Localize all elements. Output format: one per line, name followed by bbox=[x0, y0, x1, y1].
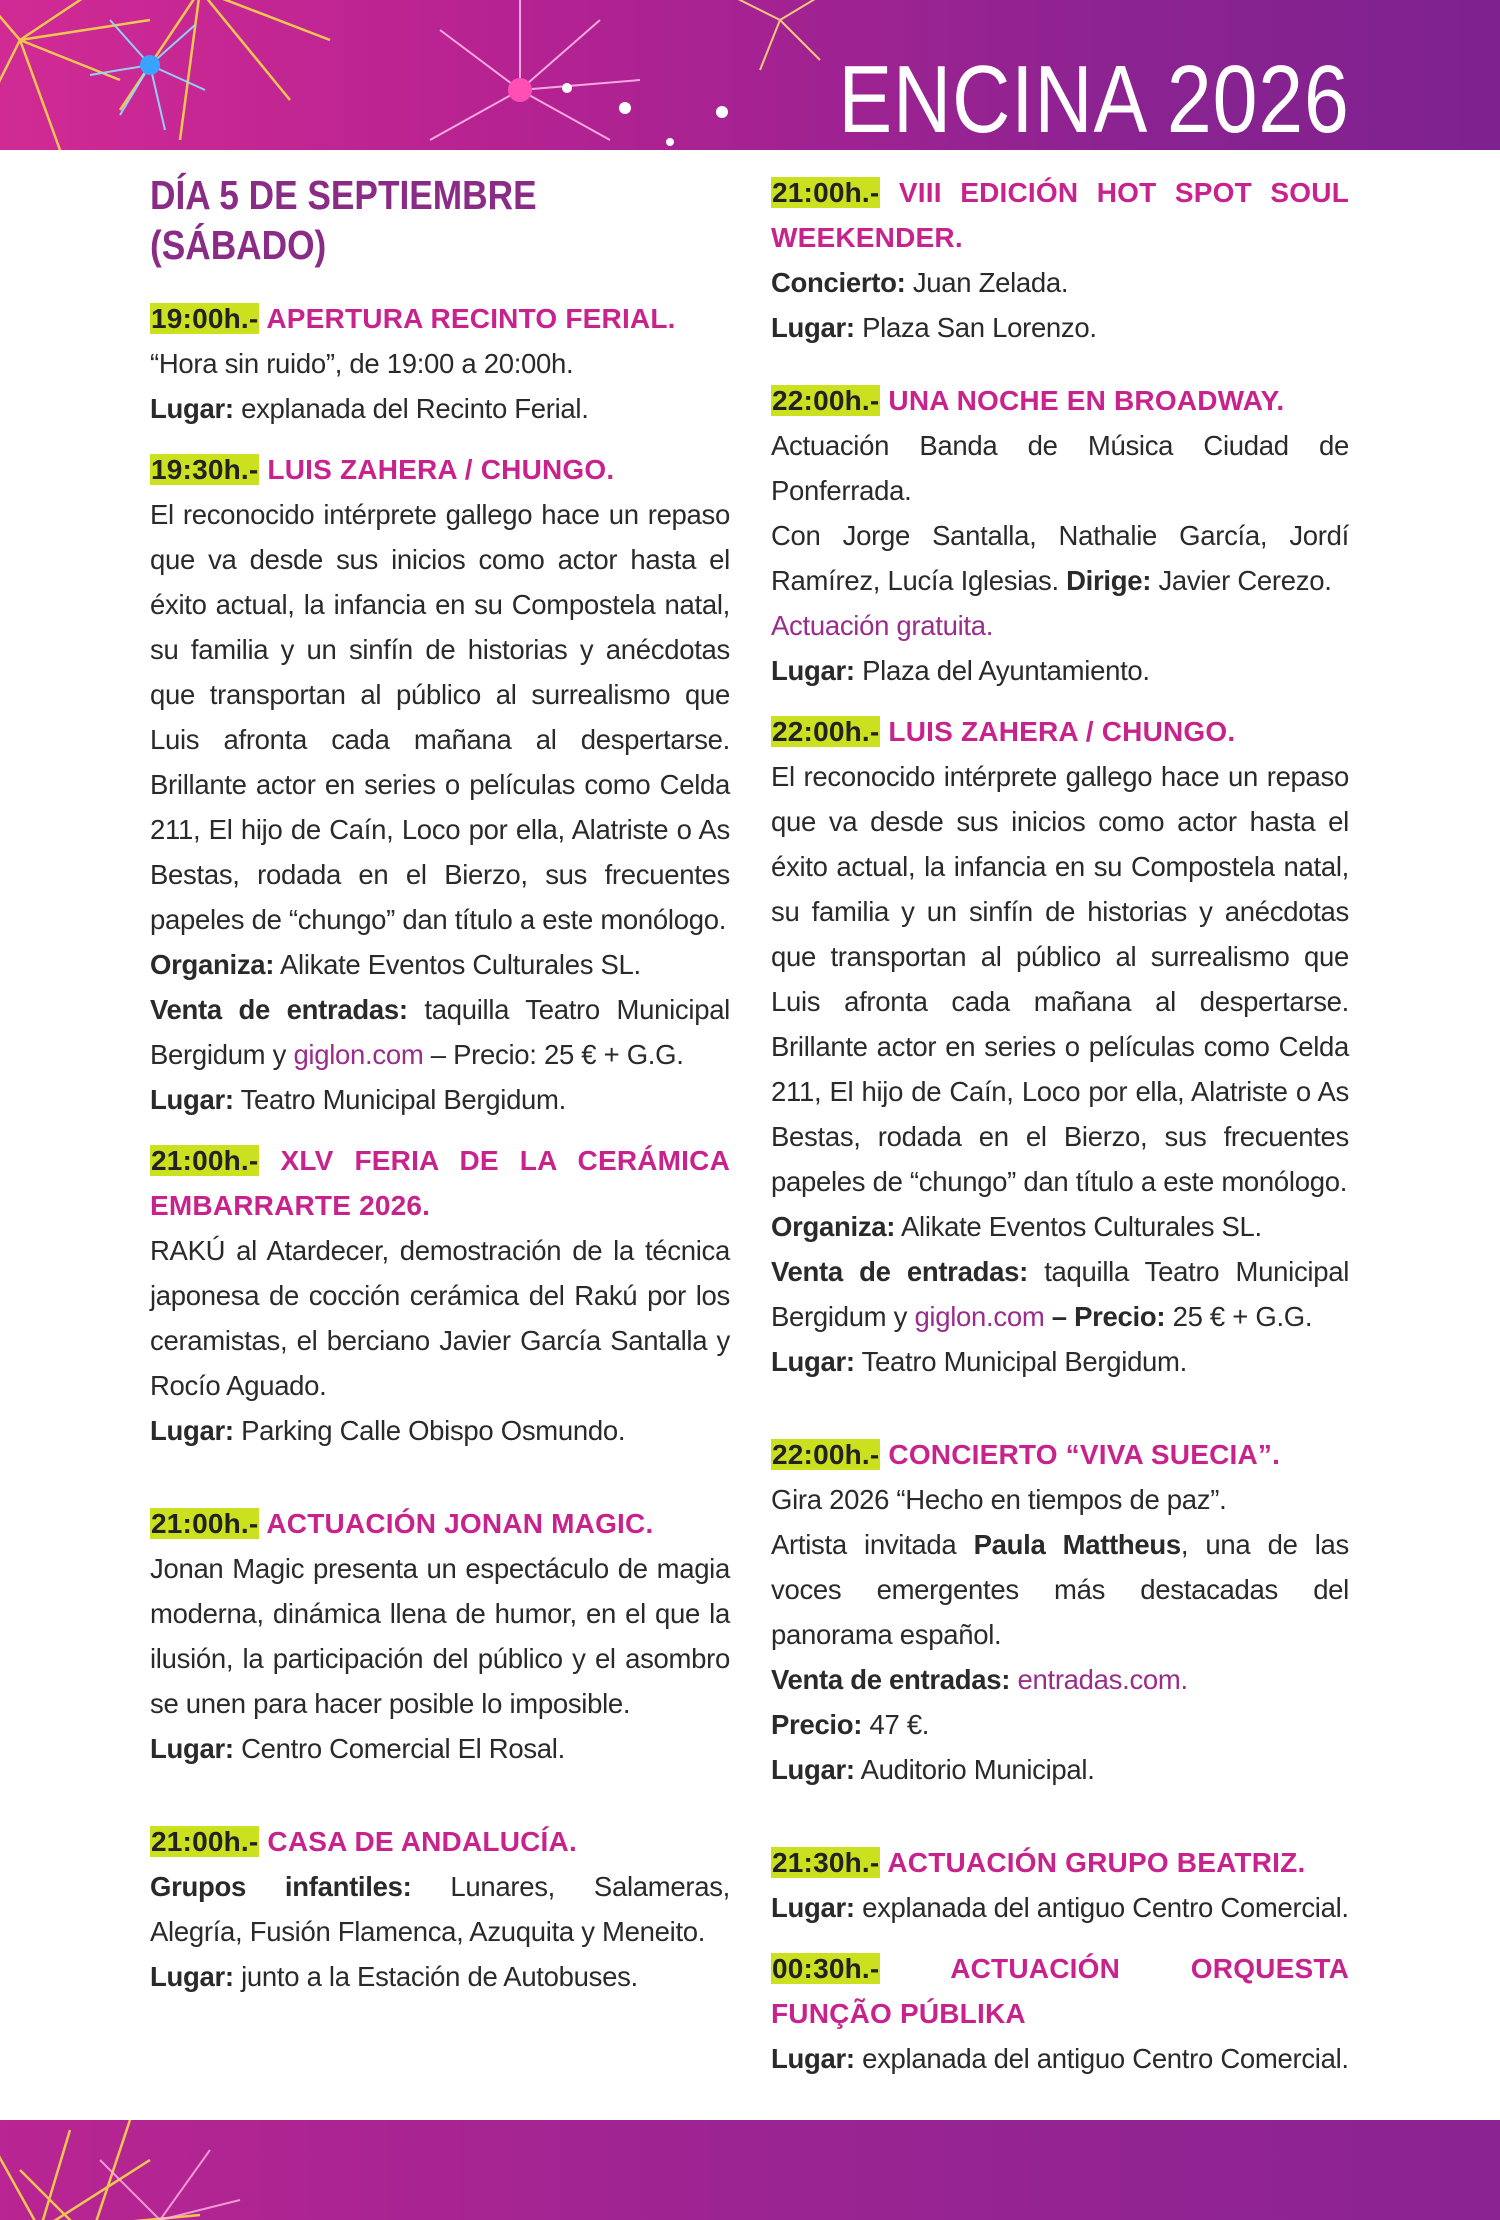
event-description: RAKÚ al Atardecer, demostración de la técnica japonesa de cocción cerámica del Rakú por los ceramistas, el berciano Javier García Santalla y Rocío Aguado. bbox=[150, 1235, 730, 1401]
dirige-value: Javier Cerezo. bbox=[1158, 565, 1332, 596]
event-description: Jonan Magic presenta un espectáculo de magia moderna, dinámica llena de humor, en el que la ilusión, la participación del público y el asombro se unen para hacer posible lo imposible. bbox=[150, 1553, 730, 1719]
gratuita-note: Actuación gratuita. bbox=[771, 610, 994, 641]
header-banner bbox=[0, 0, 1500, 150]
event-heading bbox=[771, 1946, 1349, 2036]
event-heading bbox=[771, 709, 1349, 754]
fireworks-decoration bbox=[0, 2120, 1500, 2220]
organiza-value: Alikate Eventos Culturales SL. bbox=[900, 1211, 1262, 1242]
lugar-value: Plaza del Ayuntamiento. bbox=[862, 655, 1150, 686]
event-time: 22:00h.- bbox=[772, 385, 880, 416]
event-heading bbox=[150, 447, 730, 492]
event-apertura bbox=[150, 296, 730, 431]
venta-value: taquilla Teatro Municipal Bergidum y bbox=[771, 1256, 1350, 1332]
venta-label: Venta de entradas: bbox=[771, 1256, 1028, 1287]
artista-post: , una de las voces emergentes más destacadas del panorama español. bbox=[771, 1529, 1350, 1650]
event-body bbox=[771, 754, 1349, 1384]
event-heading bbox=[771, 170, 1349, 260]
lugar-label: Lugar: bbox=[771, 2043, 855, 2074]
event-body bbox=[771, 1477, 1349, 1792]
event-noche-broadway bbox=[771, 378, 1349, 693]
lugar-value: Centro Comercial El Rosal. bbox=[241, 1733, 565, 1764]
precio-value: – Precio: 25 € + G.G. bbox=[430, 1039, 684, 1070]
event-time: 21:00h.- bbox=[151, 1508, 259, 1539]
lugar-label: Lugar: bbox=[771, 1892, 855, 1923]
precio-label: Precio: bbox=[771, 1709, 863, 1740]
event-title: ACTUACIÓN JONAN MAGIC. bbox=[266, 1508, 654, 1539]
grupos-value: Lunares, Salameras, Alegría, Fusión Flamenca, Azuquita y Meneito. bbox=[150, 1871, 731, 1947]
lugar-value: explanada del antiguo Centro Comercial. bbox=[862, 1892, 1349, 1923]
lugar-label: Lugar: bbox=[771, 312, 855, 343]
event-body bbox=[771, 1885, 1349, 1930]
lugar-value: explanada del Recinto Ferial. bbox=[241, 393, 589, 424]
event-heading bbox=[150, 1501, 730, 1546]
event-title: CASA DE ANDALUCÍA. bbox=[267, 1826, 577, 1857]
event-time: 22:00h.- bbox=[772, 1439, 880, 1470]
lugar-value: explanada del antiguo Centro Comercial. bbox=[862, 2043, 1349, 2074]
precio-value: 25 € + G.G. bbox=[1172, 1301, 1313, 1332]
dirige-label: Dirige: bbox=[1066, 565, 1152, 596]
event-time: 21:00h.- bbox=[151, 1145, 259, 1176]
event-title: LUIS ZAHERA / CHUNGO. bbox=[267, 454, 615, 485]
lugar-value: Auditorio Municipal. bbox=[860, 1754, 1095, 1785]
event-body bbox=[150, 1228, 730, 1453]
left-column bbox=[150, 150, 730, 1999]
event-title: APERTURA RECINTO FERIAL. bbox=[266, 303, 676, 334]
lugar-value: Plaza San Lorenzo. bbox=[862, 312, 1097, 343]
event-description-2: Con Jorge Santalla, Nathalie García, Jordí Ramírez, Lucía Iglesias. bbox=[771, 520, 1349, 596]
page-title: ENCINA 2026 bbox=[838, 46, 1350, 150]
event-title: XLV FERIA DE LA CERÁMICA EMBARRARTE 2026. bbox=[150, 1145, 731, 1221]
event-time: 19:00h.- bbox=[151, 303, 259, 334]
event-grupo-beatriz bbox=[771, 1840, 1349, 1930]
event-luis-zahera-2 bbox=[771, 709, 1349, 1384]
event-time: 21:00h.- bbox=[151, 1826, 259, 1857]
event-title: LUIS ZAHERA / CHUNGO. bbox=[888, 716, 1236, 747]
event-body bbox=[150, 1546, 730, 1771]
lugar-label: Lugar: bbox=[771, 1346, 855, 1377]
event-body bbox=[150, 1864, 730, 1999]
event-hot-spot-soul bbox=[771, 170, 1349, 350]
grupos-label: Grupos infantiles: bbox=[150, 1871, 412, 1902]
artista-pre: Artista invitada bbox=[771, 1529, 957, 1560]
event-orquesta-funcao bbox=[771, 1946, 1349, 2081]
artista-name: Paula Mattheus bbox=[973, 1529, 1181, 1560]
organiza-value: Alikate Eventos Culturales SL. bbox=[279, 949, 641, 980]
giglon-link[interactable]: giglon.com bbox=[914, 1301, 1045, 1332]
precio-value: 47 €. bbox=[869, 1709, 930, 1740]
lugar-label: Lugar: bbox=[150, 1084, 234, 1115]
lugar-label: Lugar: bbox=[771, 655, 855, 686]
lugar-value: Teatro Municipal Bergidum. bbox=[240, 1084, 567, 1115]
event-time: 21:30h.- bbox=[772, 1847, 880, 1878]
event-heading bbox=[150, 1819, 730, 1864]
footer-banner bbox=[0, 2120, 1500, 2220]
event-body bbox=[771, 423, 1349, 693]
event-body bbox=[771, 260, 1349, 350]
organiza-label: Organiza: bbox=[150, 949, 275, 980]
event-title: CONCIERTO “VIVA SUECIA”. bbox=[888, 1439, 1281, 1470]
event-line: “Hora sin ruido”, de 19:00 a 20:00h. bbox=[150, 348, 574, 379]
event-body bbox=[771, 2036, 1349, 2081]
venta-label: Venta de entradas: bbox=[150, 994, 408, 1025]
dots-decoration bbox=[550, 70, 750, 150]
concierto-value: Juan Zelada. bbox=[912, 267, 1069, 298]
lugar-label: Lugar: bbox=[150, 1961, 234, 1992]
event-title: ACTUACIÓN ORQUESTA FUNÇÃO PÚBLIKA bbox=[771, 1953, 1349, 2029]
event-viva-suecia bbox=[771, 1432, 1349, 1792]
lugar-value: Parking Calle Obispo Osmundo. bbox=[241, 1415, 626, 1446]
event-heading bbox=[150, 296, 730, 341]
event-heading bbox=[771, 1432, 1349, 1477]
event-body bbox=[150, 492, 730, 1122]
event-time: 22:00h.- bbox=[772, 716, 880, 747]
event-heading bbox=[771, 1840, 1349, 1885]
event-jonan-magic bbox=[150, 1501, 730, 1771]
day-title: DÍA 5 DE SEPTIEMBRE (SÁBADO) bbox=[150, 172, 537, 268]
entradas-link[interactable]: entradas.com. bbox=[1017, 1664, 1188, 1695]
event-description: El reconocido intérprete gallego hace un repaso que va desde sus inicios como actor hasta el éxito actual, la infancia en su Compostela natal, su familia y un sinfín de historias y anécdotas que transportan al público al surrealismo que Luis afronta cada mañana al despertarse. Brillante actor en series o películas como Celda 211, El hijo de Caín, Loco por ella, Alatriste o As Bestas, rodada en el Bierzo, sus frecuentes papeles de “chungo” dan título a este monólogo. bbox=[771, 761, 1349, 1197]
organiza-label: Organiza: bbox=[771, 1211, 896, 1242]
event-time: 19:30h.- bbox=[151, 454, 259, 485]
lugar-value: junto a la Estación de Autobuses. bbox=[241, 1961, 638, 1992]
event-title: ACTUACIÓN GRUPO BEATRIZ. bbox=[887, 1847, 1306, 1878]
lugar-label: Lugar: bbox=[150, 1733, 234, 1764]
event-heading bbox=[771, 378, 1349, 423]
event-feria-ceramica bbox=[150, 1138, 730, 1453]
lugar-label: Lugar: bbox=[150, 1415, 234, 1446]
lugar-value: Teatro Municipal Bergidum. bbox=[861, 1346, 1188, 1377]
giglon-link[interactable]: giglon.com bbox=[293, 1039, 424, 1070]
lugar-label: Lugar: bbox=[150, 393, 234, 424]
event-body bbox=[150, 341, 730, 431]
venta-label: Venta de entradas: bbox=[771, 1664, 1011, 1695]
event-luis-zahera bbox=[150, 447, 730, 1122]
event-title: UNA NOCHE EN BROADWAY. bbox=[888, 385, 1285, 416]
venta-value: taquilla Teatro Municipal Bergidum y bbox=[150, 994, 730, 1070]
precio-label: – Precio: bbox=[1051, 1301, 1166, 1332]
concierto-label: Concierto: bbox=[771, 267, 906, 298]
event-description: El reconocido intérprete gallego hace un repaso que va desde sus inicios como actor hasta el éxito actual, la infancia en su Compostela natal, su familia y un sinfín de historias y anécdotas que transportan al público al surrealismo que Luis afronta cada mañana al despertarse. Brillante actor en series o películas como Celda 211, El hijo de Caín, Loco por ella, Alatriste o As Bestas, rodada en el Bierzo, sus frecuentes papeles de “chungo” dan título a este monólogo. bbox=[150, 499, 730, 935]
event-casa-andalucia bbox=[150, 1819, 730, 1999]
event-title: VIII EDICIÓN HOT SPOT SOUL WEEKENDER. bbox=[771, 177, 1350, 253]
lugar-label: Lugar: bbox=[771, 1754, 855, 1785]
event-description: Actuación Banda de Música Ciudad de Ponferrada. bbox=[771, 430, 1349, 506]
event-heading bbox=[150, 1138, 730, 1228]
right-column bbox=[771, 150, 1349, 2081]
event-time: 21:00h.- bbox=[772, 177, 880, 208]
gira-line: Gira 2026 “Hecho en tiempos de paz”. bbox=[771, 1484, 1227, 1515]
event-time: 00:30h.- bbox=[772, 1953, 880, 1984]
